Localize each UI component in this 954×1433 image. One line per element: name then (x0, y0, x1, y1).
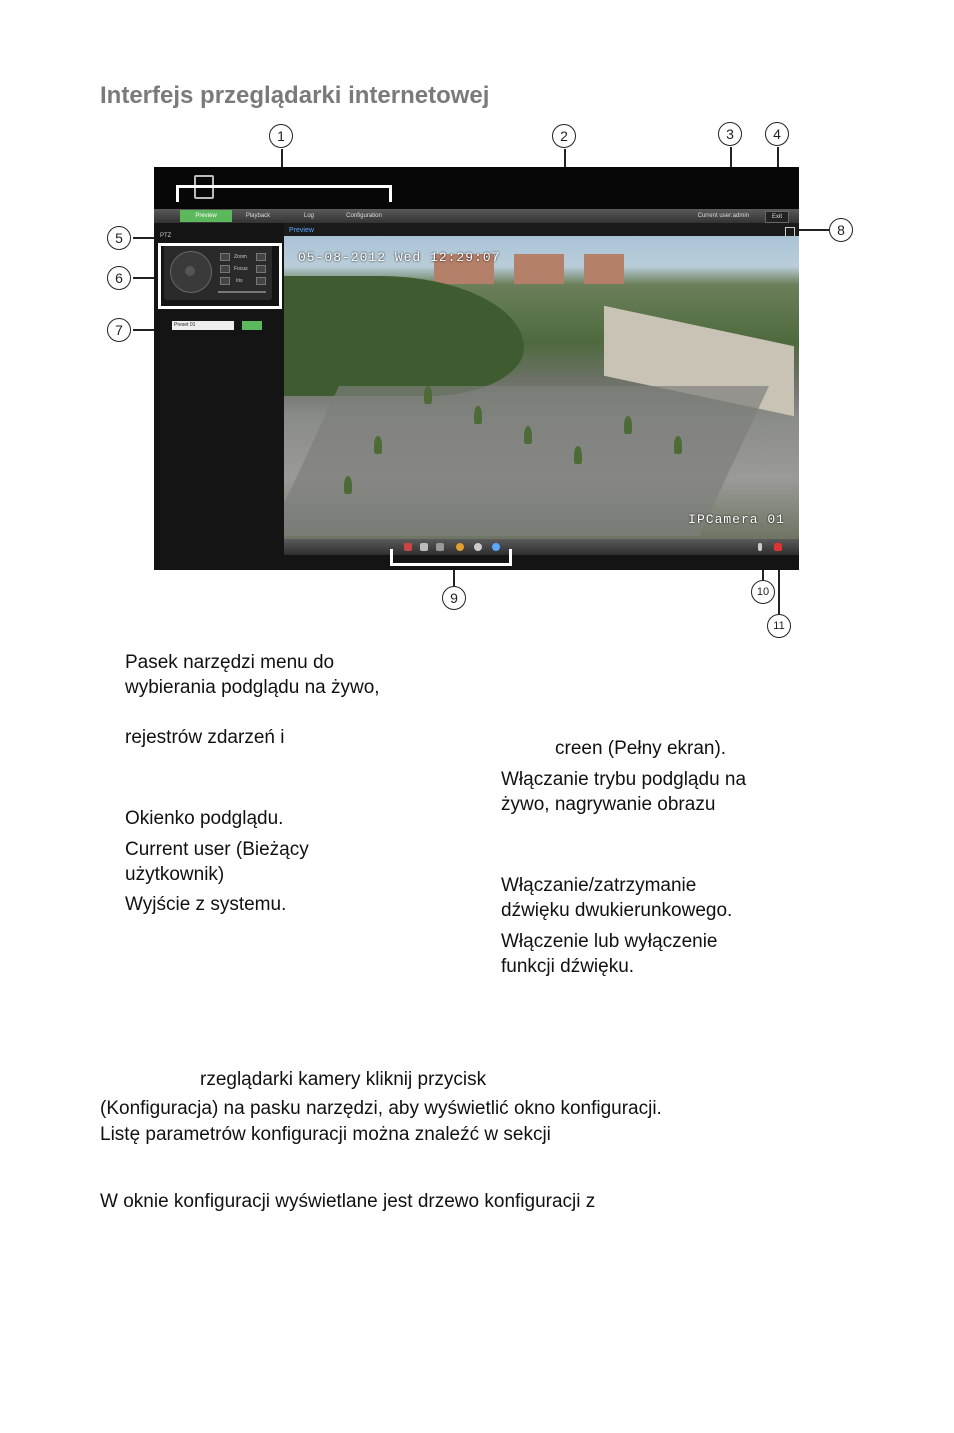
tree-shape (474, 406, 482, 424)
menu-toolbar (154, 209, 799, 223)
legend-right-1: creen (Pełny ekran). (555, 738, 727, 759)
current-user-label: Current user:admin (697, 213, 749, 219)
legend-right-3: żywo, nagrywanie obrazu (501, 794, 716, 815)
osd-camera-name: IPCamera 01 (688, 512, 785, 527)
tab-playback[interactable]: Playback (245, 213, 271, 219)
callout-5: 5 (107, 226, 131, 250)
osd-datetime: 05-08-2012 Wed 12:29:07 (298, 250, 501, 265)
callout-1: 1 (269, 124, 293, 148)
legend-left-1: Pasek narzędzi menu do (125, 652, 335, 673)
legend-right-7: funkcji dźwięku. (501, 956, 635, 977)
callout-2: 2 (552, 124, 576, 148)
leader-line-8 (795, 229, 829, 231)
callout-3: 3 (718, 122, 742, 146)
legend-right-5: dźwięku dwukierunkowego. (501, 900, 733, 921)
bracket-toolbar (390, 549, 512, 566)
web-interface-screenshot (154, 167, 799, 570)
two-way-audio-icon[interactable] (758, 543, 762, 551)
preview-toolbar (284, 539, 799, 555)
page-title: Interfejs przeglądarki internetowej (100, 82, 490, 109)
tab-configuration[interactable]: Configuration (346, 213, 382, 219)
legend-right-6: Włączenie lub wyłączenie (501, 931, 718, 952)
legend-left-3: rejestrów zdarzeń i (125, 727, 285, 748)
ptz-label: PTZ (160, 233, 172, 239)
callout-11: 11 (767, 614, 791, 638)
tree-shape (674, 436, 682, 454)
tree-shape (524, 426, 532, 444)
callout-9: 9 (442, 586, 466, 610)
callout-8: 8 (829, 218, 853, 242)
live-video-window (284, 236, 799, 539)
paragraph-line-4: W oknie konfiguracji wyświetlane jest drzewo konfiguracji z (100, 1191, 596, 1212)
trees-shape (284, 276, 524, 396)
legend-left-5: Current user (Bieżący (125, 839, 309, 860)
tree-shape (424, 386, 432, 404)
preset-go-button[interactable] (242, 321, 262, 330)
paragraph-line-1: rzeglądarki kamery kliknij przycisk (200, 1069, 487, 1090)
preset-select[interactable]: Preset 01 (172, 321, 234, 330)
paragraph-line-2: (Konfiguracja) na pasku narzędzi, aby wyświetlić okno konfiguracji. (100, 1098, 662, 1119)
tab-preview[interactable]: Preview (180, 210, 232, 222)
speaker-icon[interactable] (774, 543, 782, 551)
legend-left-7: Wyjście z systemu. (125, 894, 287, 915)
zoom-label: Zoom (234, 254, 247, 260)
callout-7: 7 (107, 318, 131, 342)
callout-4: 4 (765, 122, 789, 146)
bracket-menu (176, 185, 392, 202)
tab-log[interactable]: Log (303, 213, 314, 219)
legend-left-6: użytkownik) (125, 864, 225, 885)
building-shape (514, 254, 564, 284)
legend-right-4: Włączanie/zatrzymanie (501, 875, 697, 896)
iris-label: Iris (236, 278, 243, 284)
legend-left-2: wybierania podglądu na żywo, (125, 677, 380, 698)
tree-shape (374, 436, 382, 454)
tree-shape (344, 476, 352, 494)
exit-button[interactable]: Exit (765, 211, 789, 223)
building-shape (584, 254, 624, 284)
tree-shape (574, 446, 582, 464)
focus-label: Focus (234, 266, 248, 272)
legend-left-4: Okienko podglądu. (125, 808, 284, 829)
legend-right-2: Włączanie trybu podglądu na (501, 769, 747, 790)
paragraph-line-3: Listę parametrów konfiguracji można znaleźć w sekcji (100, 1124, 551, 1145)
tree-shape (624, 416, 632, 434)
preview-label: Preview (289, 227, 314, 234)
bracket-ptz (158, 243, 282, 309)
callout-10: 10 (751, 580, 775, 604)
callout-6: 6 (107, 266, 131, 290)
